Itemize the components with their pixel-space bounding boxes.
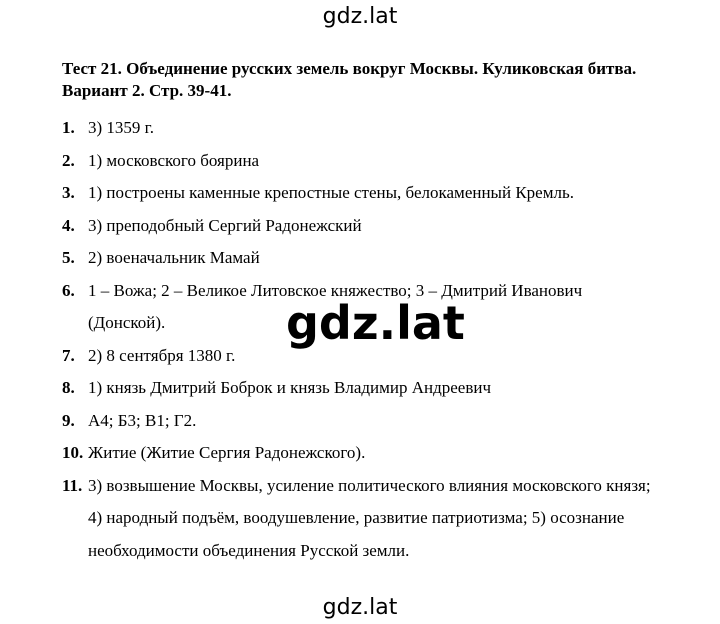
answer-number: 4. xyxy=(62,215,75,235)
answer-text: 3) возвышение Москвы, усиление политического влияния московского князя; 4) народный подъём, воодушевление, развитие патриотизма; 5) осознание необходимости объединения Русской земли. xyxy=(88,475,651,560)
answer-item-5 xyxy=(62,242,662,275)
answer-item-3 xyxy=(62,177,662,210)
answer-number: 10. xyxy=(62,443,84,462)
answer-text: 2) военачальник Мамай xyxy=(88,248,260,267)
answer-text: 1) московского боярина xyxy=(88,150,260,170)
answer-text: 3) преподобный Сергий Радонежский xyxy=(88,215,362,235)
site-watermark-center: gdz.lat xyxy=(286,296,465,350)
answer-number: 8. xyxy=(62,378,75,397)
answer-item-11 xyxy=(62,470,662,568)
answer-item-1 xyxy=(62,112,662,145)
test-title: Тест 21. Объединение русских земель вокруг Москвы. Куликовская битва. Вариант 2. Стр. 39-41. xyxy=(62,59,637,100)
answer-number: 5. xyxy=(62,248,75,267)
answer-text: Житие (Житие Сергия Радонежского). xyxy=(88,443,366,462)
answer-number: 6. xyxy=(62,280,75,300)
answer-number: 9. xyxy=(62,410,75,430)
site-watermark-top: gdz.lat xyxy=(322,4,398,29)
answer-text: 1) построены каменные крепостные стены, белокаменный Кремль. xyxy=(88,183,574,202)
answer-text: 1) князь Дмитрий Боброк и князь Владимир Андреевич xyxy=(88,378,492,397)
answer-item-10 xyxy=(62,437,662,470)
answer-text: 1 – Вожа; 2 – Великое Литовское княжество; 3 – Дмитрий Иванович (Донской). xyxy=(88,280,583,332)
answer-item-2 xyxy=(62,145,662,178)
answer-number: 3. xyxy=(62,183,75,202)
answer-item-9 xyxy=(62,405,662,438)
answer-number: 2. xyxy=(62,150,75,170)
site-watermark-bottom: gdz.lat xyxy=(322,595,398,620)
answer-text: 2) 8 сентября 1380 г. xyxy=(88,345,236,365)
answer-item-4 xyxy=(62,210,662,243)
answer-number: 11. xyxy=(62,475,83,495)
answer-item-8 xyxy=(62,372,662,405)
answer-number: 1. xyxy=(62,118,75,137)
answer-number: 7. xyxy=(62,345,75,365)
answer-text: А4; Б3; В1; Г2. xyxy=(88,410,197,430)
answer-text: 3) 1359 г. xyxy=(88,118,154,137)
